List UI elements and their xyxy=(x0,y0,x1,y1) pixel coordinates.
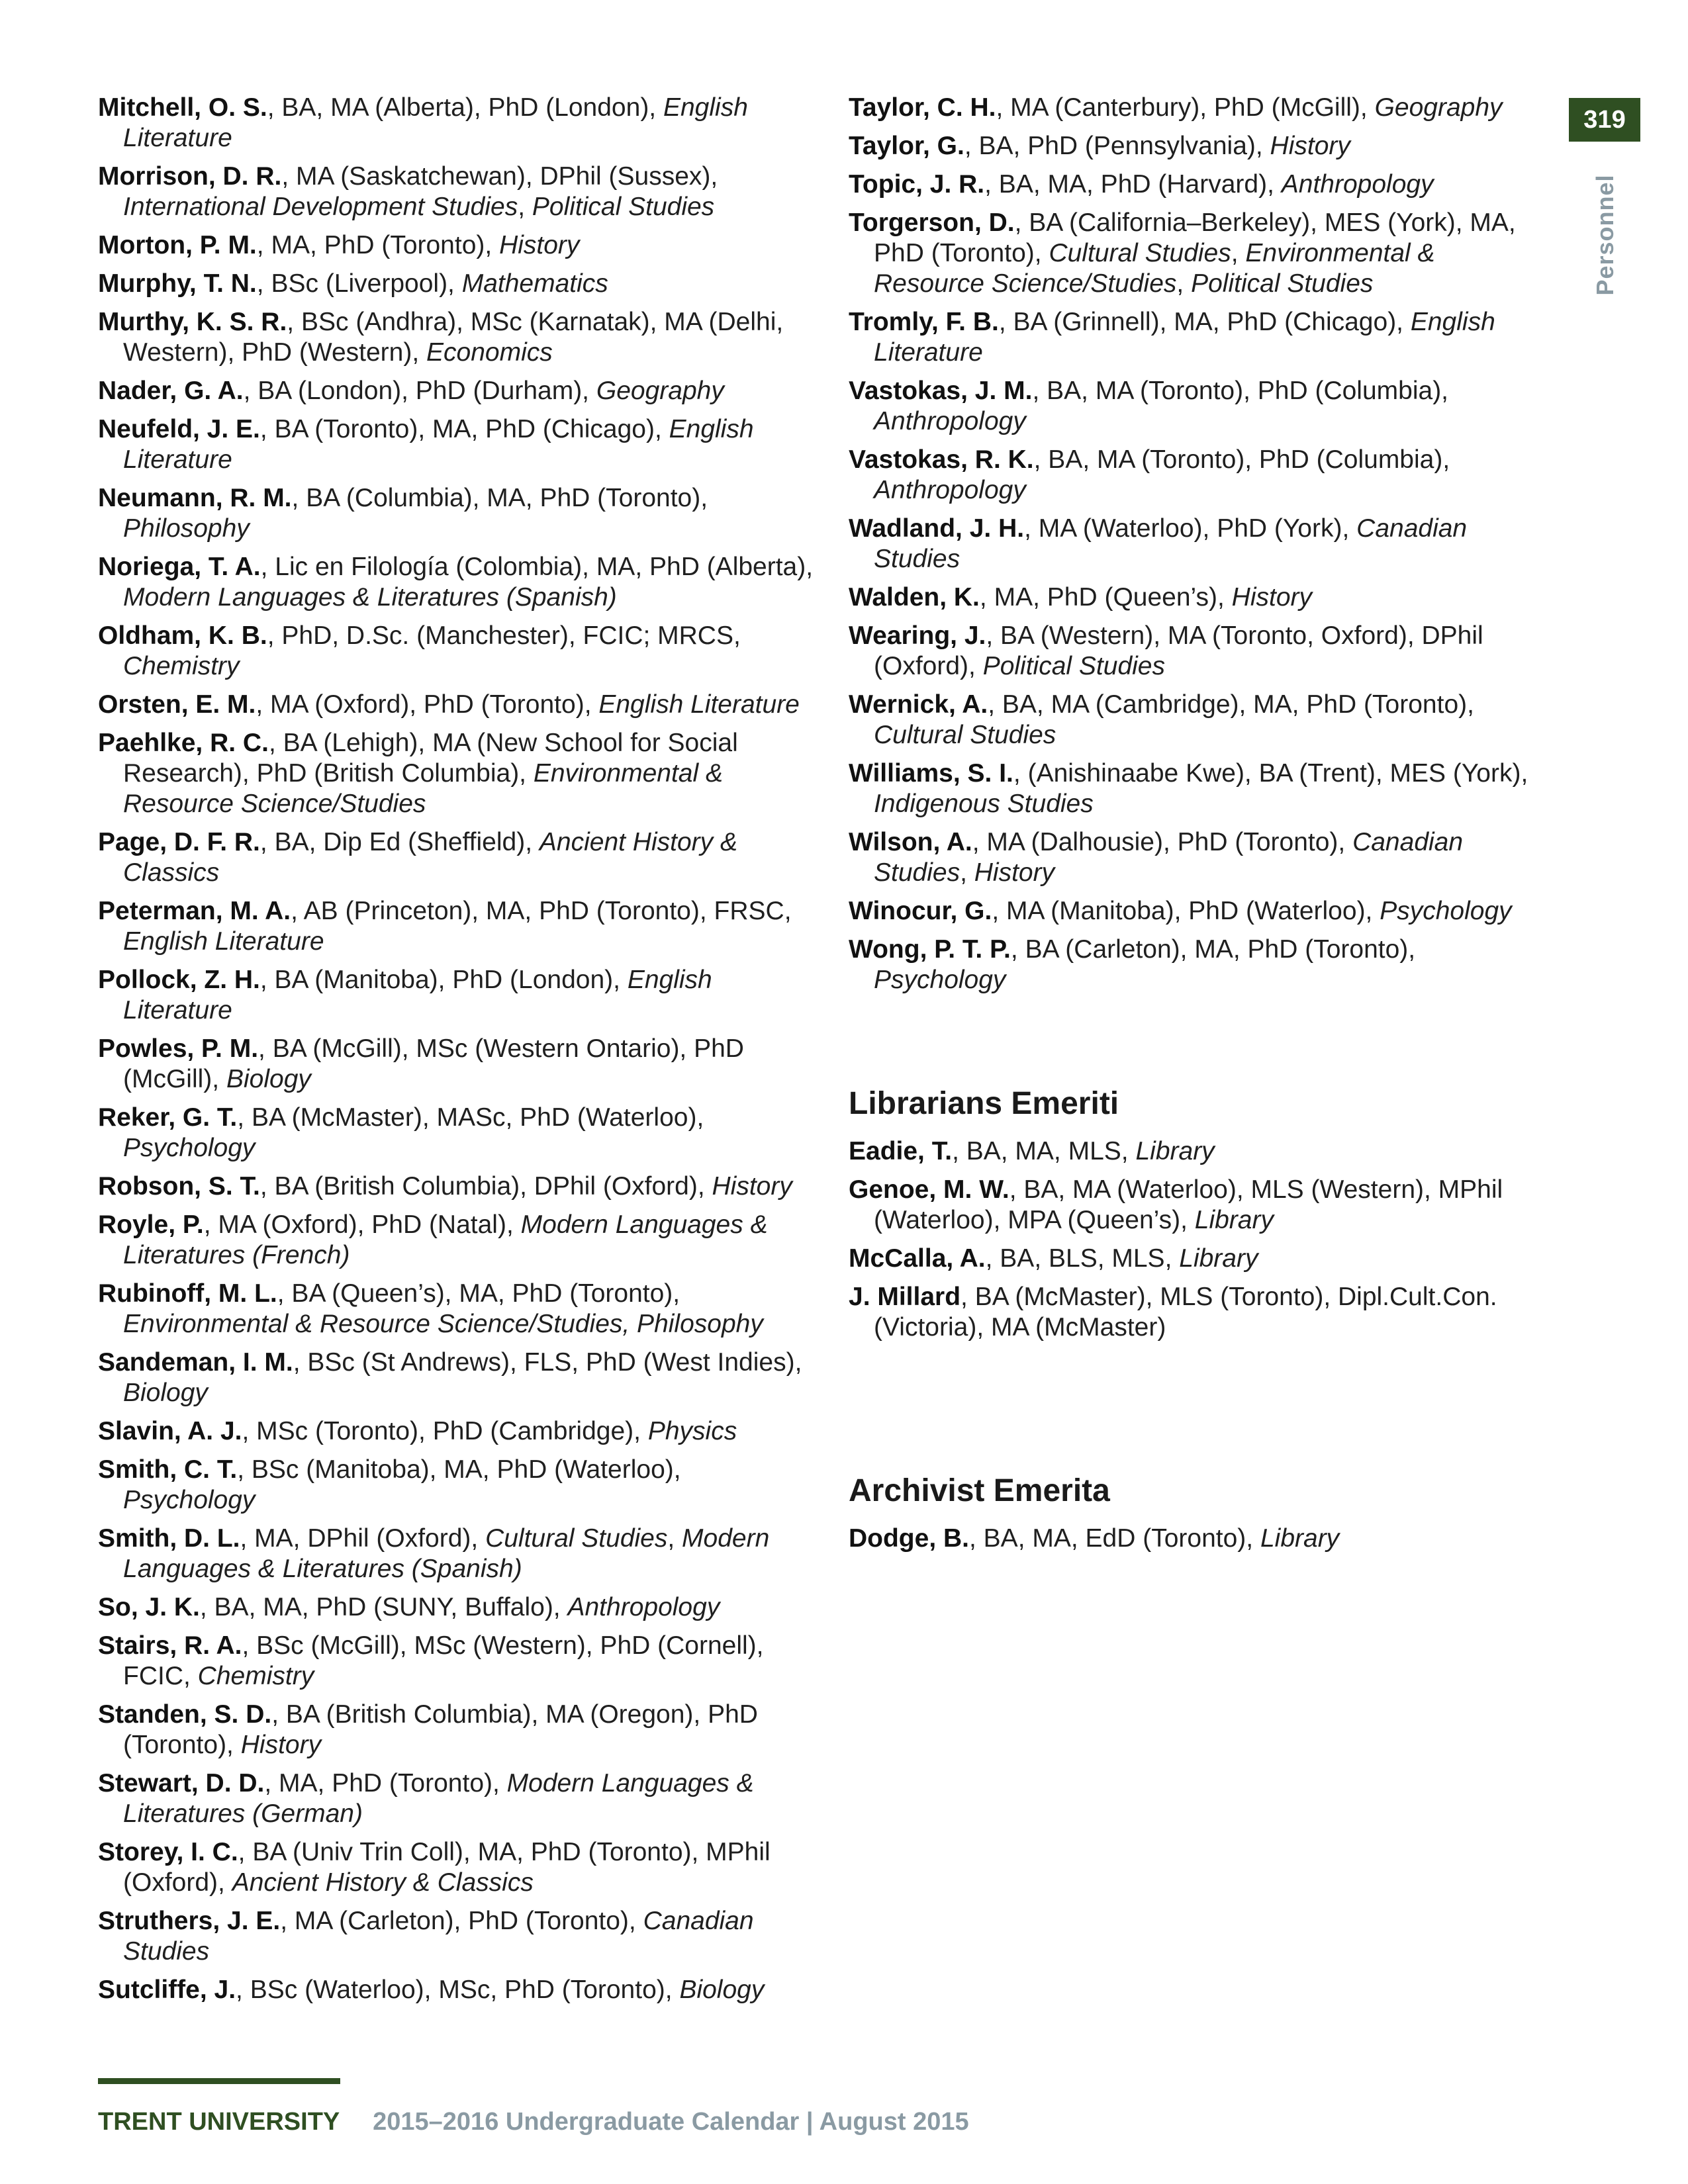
entry-credentials: , BA (Univ Trin Coll), MA, PhD (Toronto), MPhil (Oxford), xyxy=(123,1838,771,1897)
personnel-entry xyxy=(98,621,820,682)
personnel-entry xyxy=(98,827,820,888)
personnel-entry xyxy=(849,1282,1550,1343)
entry-credentials: , xyxy=(667,1524,682,1553)
entry-name: Peterman, M. A. xyxy=(98,897,291,925)
entry-name: Morton, P. M. xyxy=(98,231,257,259)
entry-department: Modern Languages & Literatures (German) xyxy=(123,1769,754,1828)
entry-name: So, J. K. xyxy=(98,1593,200,1621)
personnel-entry xyxy=(98,1279,820,1340)
personnel-entry xyxy=(98,414,820,475)
entry-name: Murthy, K. S. R. xyxy=(98,308,287,336)
footer-calendar: 2015–2016 Undergraduate Calendar | August 2015 xyxy=(373,2108,969,2136)
personnel-entry xyxy=(98,93,820,154)
entry-name: Murphy, T. N. xyxy=(98,269,257,298)
personnel-entry xyxy=(98,161,820,222)
entry-department: Environmental & Resource Science/Studies xyxy=(123,759,723,818)
entry-credentials: , xyxy=(960,858,974,887)
entry-credentials: , BA, MA (Toronto), PhD (Columbia), xyxy=(1033,445,1450,474)
entry-department: Psychology xyxy=(874,966,1006,994)
entry-credentials: , MA (Carleton), PhD (Toronto), xyxy=(280,1907,643,1935)
entry-name: Tromly, F. B. xyxy=(849,308,999,336)
section-title: Archivist Emerita xyxy=(849,1473,1110,1508)
entry-department: Biology xyxy=(226,1065,311,1093)
entry-department: Geography xyxy=(1374,93,1503,122)
entry-department: English Literature xyxy=(123,966,712,1024)
personnel-entry xyxy=(849,827,1550,888)
entry-department: Psychology xyxy=(123,1134,256,1162)
entry-department: International Development Studies xyxy=(123,193,518,221)
personnel-entry xyxy=(849,621,1550,682)
entry-name: Struthers, J. E. xyxy=(98,1907,281,1935)
entry-name: McCalla, A. xyxy=(849,1244,986,1273)
footer xyxy=(98,2108,969,2136)
personnel-entry xyxy=(98,1975,820,2005)
entry-credentials: , BSc (Waterloo), MSc, PhD (Toronto), xyxy=(236,1976,680,2004)
entry-credentials: , MA (Manitoba), PhD (Waterloo), xyxy=(992,897,1380,925)
entry-department: Chemistry xyxy=(197,1662,314,1690)
personnel-entry xyxy=(98,728,820,819)
entry-credentials: , BSc (Liverpool), xyxy=(256,269,462,298)
archivist-list xyxy=(849,1524,1550,1554)
entry-department: History xyxy=(974,858,1055,887)
entry-credentials: , BSc (Andhra), MSc (Karnatak), MA (Delhi, Western), PhD (Western), xyxy=(123,308,784,367)
entry-department: Biology xyxy=(123,1379,208,1407)
personnel-entry xyxy=(849,1136,1550,1167)
personnel-entry xyxy=(849,758,1550,819)
personnel-entry xyxy=(98,230,820,261)
entry-department: Canadian Studies xyxy=(874,514,1468,573)
entry-credentials: , BA (McMaster), MASc, PhD (Waterloo), xyxy=(237,1103,704,1132)
librarians-list xyxy=(849,1136,1550,1343)
entry-department: Psychology xyxy=(123,1486,256,1514)
entry-credentials: , MA, DPhil (Oxford), xyxy=(240,1524,486,1553)
entry-credentials: , xyxy=(1231,239,1246,267)
entry-department: History xyxy=(1270,132,1350,160)
entry-credentials: , MA (Canterbury), PhD (McGill), xyxy=(996,93,1375,122)
personnel-entry xyxy=(849,307,1550,368)
personnel-entry xyxy=(849,934,1550,995)
entry-name: Neumann, R. M. xyxy=(98,484,292,512)
entry-credentials: , BA, BLS, MLS, xyxy=(985,1244,1180,1273)
librarians-emeriti-section xyxy=(849,1085,1550,1351)
entry-credentials: , BA (California–Berkeley), MES (York), MA, PhD (Toronto), xyxy=(874,208,1516,267)
personnel-entry xyxy=(98,1768,820,1829)
entry-name: Oldham, K. B. xyxy=(98,621,267,650)
entry-credentials: , BA (Grinnell), MA, PhD (Chicago), xyxy=(998,308,1411,336)
entry-name: Storey, I. C. xyxy=(98,1838,238,1866)
entry-name: Neufeld, J. E. xyxy=(98,415,260,443)
personnel-entry xyxy=(98,1906,820,1967)
entry-credentials: , PhD, D.Sc. (Manchester), FCIC; MRCS, xyxy=(267,621,741,650)
entry-credentials: , BA (Toronto), MA, PhD (Chicago), xyxy=(259,415,669,443)
personnel-entry xyxy=(849,582,1550,613)
entry-department: Canadian Studies xyxy=(123,1907,754,1966)
entry-name: Paehlke, R. C. xyxy=(98,729,269,757)
entry-name: J. Millard xyxy=(849,1283,961,1311)
entry-credentials: , BA, Dip Ed (Sheffield), xyxy=(259,828,539,856)
entry-department: History xyxy=(240,1731,322,1759)
entry-credentials: , MA, PhD (Toronto), xyxy=(256,231,500,259)
entry-name: Walden, K. xyxy=(849,583,980,612)
entry-name: Smith, C. T. xyxy=(98,1455,238,1484)
personnel-entry xyxy=(98,1837,820,1898)
entry-name: Wearing, J. xyxy=(849,621,986,650)
entry-name: Vastokas, R. K. xyxy=(849,445,1034,474)
entry-name: Wadland, J. H. xyxy=(849,514,1025,543)
entry-name: Wernick, A. xyxy=(849,690,988,719)
entry-credentials: , BA, MA (Cambridge), MA, PhD (Toronto), xyxy=(988,690,1474,719)
entry-name: Pollock, Z. H. xyxy=(98,966,260,994)
entry-department: Economics xyxy=(426,338,553,367)
entry-department: Psychology xyxy=(1380,897,1512,925)
personnel-entry xyxy=(98,690,820,720)
personnel-entry xyxy=(98,1592,820,1623)
entry-credentials: , BA, MA, MLS, xyxy=(952,1137,1136,1165)
entry-credentials: , BSc (McGill), MSc (Western), PhD (Cornell), FCIC, xyxy=(123,1631,764,1690)
footer-university: TRENT UNIVERSITY xyxy=(98,2108,340,2136)
entry-credentials: , BA (Manitoba), PhD (London), xyxy=(259,966,628,994)
entry-department: Philosophy xyxy=(123,514,250,543)
entry-credentials: , Lic en Filología (Colombia), MA, PhD (Alberta), xyxy=(260,553,814,581)
entry-department: Library xyxy=(1135,1137,1215,1165)
entry-credentials: , BA (Columbia), MA, PhD (Toronto), xyxy=(291,484,708,512)
personnel-entry xyxy=(98,269,820,299)
entry-name: Williams, S. I. xyxy=(849,759,1013,788)
personnel-entry xyxy=(849,1175,1550,1236)
entry-credentials: , BA (British Columbia), MA (Oregon), PhD (Toronto), xyxy=(123,1700,758,1759)
entry-name: Vastokas, J. M. xyxy=(849,377,1033,405)
entry-credentials: , BA (McMaster), MLS (Toronto), Dipl.Cult.Con. (Victoria), MA (McMaster) xyxy=(874,1283,1497,1342)
personnel-entry xyxy=(98,896,820,957)
entry-department: Anthropology xyxy=(874,407,1026,435)
entry-name: Dodge, B. xyxy=(849,1524,969,1553)
entry-credentials: , BSc (Manitoba), MA, PhD (Waterloo), xyxy=(237,1455,681,1484)
entry-credentials: , BA (London), PhD (Durham), xyxy=(243,377,596,405)
entry-department: English Literature xyxy=(123,927,324,956)
entry-credentials: , xyxy=(1176,269,1192,298)
entry-name: Smith, D. L. xyxy=(98,1524,240,1553)
entry-department: History xyxy=(712,1172,792,1201)
footer-rule xyxy=(98,2078,340,2084)
entry-department: Political Studies xyxy=(532,193,715,221)
entry-name: Page, D. F. R. xyxy=(98,828,260,856)
entry-department: Environmental & Resource Science/Studies, Philosophy xyxy=(123,1310,763,1338)
entry-department: Environmental & Resource Science/Studies xyxy=(874,239,1435,298)
entry-credentials: , MA (Oxford), PhD (Toronto), xyxy=(256,690,599,719)
entry-name: Rubinoff, M. L. xyxy=(98,1279,277,1308)
entry-name: Reker, G. T. xyxy=(98,1103,238,1132)
personnel-entry xyxy=(98,1347,820,1408)
personnel-entry xyxy=(849,896,1550,927)
entry-department: Library xyxy=(1194,1206,1274,1234)
entry-department: Cultural Studies xyxy=(1049,239,1231,267)
personnel-entry xyxy=(98,1700,820,1760)
entry-credentials: , xyxy=(518,193,532,221)
entry-department: English Literature xyxy=(874,308,1495,367)
entry-department: History xyxy=(499,231,580,259)
entry-department: Indigenous Studies xyxy=(874,790,1094,818)
personnel-entry xyxy=(98,1631,820,1692)
personnel-entry xyxy=(849,514,1550,574)
entry-credentials: , AB (Princeton), MA, PhD (Toronto), FRSC, xyxy=(291,897,792,925)
right-column xyxy=(849,93,1550,1003)
personnel-entry xyxy=(98,1171,820,1202)
entry-department: Political Studies xyxy=(982,652,1165,680)
entry-credentials: , MA, PhD (Queen’s), xyxy=(979,583,1232,612)
entry-credentials: , BA, MA, EdD (Toronto), xyxy=(969,1524,1260,1553)
entry-name: Taylor, G. xyxy=(849,132,964,160)
entry-name: Winocur, G. xyxy=(849,897,992,925)
entry-credentials: , (Anishinaabe Kwe), BA (Trent), MES (York), xyxy=(1013,759,1528,788)
personnel-entry xyxy=(98,1524,820,1584)
entry-department: Ancient History & Classics xyxy=(123,828,737,887)
entry-department: Biology xyxy=(679,1976,765,2004)
entry-credentials: , MSc (Toronto), PhD (Cambridge), xyxy=(242,1417,648,1445)
personnel-entry xyxy=(98,1210,820,1271)
entry-name: Powles, P. M. xyxy=(98,1034,259,1063)
entry-name: Taylor, C. H. xyxy=(849,93,996,122)
entry-credentials: , BA, MA, PhD (SUNY, Buffalo), xyxy=(199,1593,568,1621)
personnel-entry xyxy=(98,965,820,1026)
entry-department: Library xyxy=(1260,1524,1340,1553)
entry-name: Wong, P. T. P. xyxy=(849,935,1011,964)
personnel-entry xyxy=(98,1416,820,1447)
entry-department: Modern Languages & Literatures (Spanish) xyxy=(123,583,617,612)
entry-credentials: , BA, MA (Waterloo), MLS (Western), MPhil (Waterloo), MPA (Queen’s), xyxy=(874,1175,1503,1234)
entry-department: Political Studies xyxy=(1191,269,1374,298)
entry-credentials: , MA (Waterloo), PhD (York), xyxy=(1024,514,1357,543)
entry-name: Wilson, A. xyxy=(849,828,972,856)
entry-department: History xyxy=(1231,583,1312,612)
personnel-entry xyxy=(98,1103,820,1163)
entry-name: Slavin, A. J. xyxy=(98,1417,242,1445)
personnel-entry xyxy=(849,93,1550,123)
entry-name: Eadie, T. xyxy=(849,1137,953,1165)
entry-department: Library xyxy=(1179,1244,1258,1273)
entry-name: Morrison, D. R. xyxy=(98,162,282,191)
entry-name: Mitchell, O. S. xyxy=(98,93,267,122)
entry-name: Royle, P. xyxy=(98,1210,204,1239)
entry-department: Geography xyxy=(596,377,724,405)
entry-department: Chemistry xyxy=(123,652,240,680)
personnel-entry xyxy=(98,483,820,544)
section-side-tab xyxy=(1579,169,1632,301)
personnel-entry xyxy=(98,1455,820,1516)
entry-credentials: , BA (Western), MA (Toronto, Oxford), DPhil (Oxford), xyxy=(874,621,1483,680)
entry-name: Sandeman, I. M. xyxy=(98,1348,293,1377)
entry-department: Anthropology xyxy=(874,476,1026,504)
entry-name: Stewart, D. D. xyxy=(98,1769,265,1797)
personnel-entry xyxy=(849,1524,1550,1554)
personnel-entry xyxy=(98,307,820,368)
entry-department: Cultural Studies xyxy=(485,1524,668,1553)
entry-department: English Literature xyxy=(598,690,800,719)
entry-credentials: , BA, PhD (Pennsylvania), xyxy=(964,132,1270,160)
personnel-entry xyxy=(849,208,1550,299)
entry-credentials: , BA (British Columbia), DPhil (Oxford), xyxy=(259,1172,712,1201)
personnel-entry xyxy=(849,690,1550,751)
entry-credentials: , BA, MA (Toronto), PhD (Columbia), xyxy=(1032,377,1449,405)
entry-credentials: , BA, MA, PhD (Harvard), xyxy=(984,170,1282,199)
entry-name: Genoe, M. W. xyxy=(849,1175,1009,1204)
entry-department: Physics xyxy=(647,1417,737,1445)
archivist-emerita-section xyxy=(849,1473,1550,1562)
entry-department: Modern Languages & Literatures (French) xyxy=(123,1210,768,1269)
personnel-entry xyxy=(98,376,820,406)
entry-department: Anthropology xyxy=(567,1593,720,1621)
personnel-entry xyxy=(849,445,1550,506)
entry-credentials: , BA, MA (Alberta), PhD (London), xyxy=(267,93,663,122)
entry-department: Anthropology xyxy=(1281,170,1434,199)
entry-credentials: , BA (Queen’s), MA, PhD (Toronto), xyxy=(277,1279,680,1308)
entry-department: Ancient History & Classics xyxy=(232,1868,534,1897)
entry-name: Sutcliffe, J. xyxy=(98,1976,236,2004)
entry-department: Modern Languages & Literatures (Spanish) xyxy=(123,1524,770,1583)
entry-department: English Literature xyxy=(123,93,748,152)
entry-credentials: , MA (Saskatchewan), DPhil (Sussex), xyxy=(281,162,718,191)
entry-credentials: , BA (Lehigh), MA (New School for Social Research), PhD (British Columbia), xyxy=(123,729,738,788)
entry-name: Torgerson, D. xyxy=(849,208,1015,237)
entry-name: Topic, J. R. xyxy=(849,170,985,199)
entry-credentials: , BSc (St Andrews), FLS, PhD (West Indies), xyxy=(293,1348,802,1377)
entry-credentials: , MA (Dalhousie), PhD (Toronto), xyxy=(972,828,1353,856)
personnel-entry xyxy=(849,376,1550,437)
entry-name: Orsten, E. M. xyxy=(98,690,256,719)
entry-department: Mathematics xyxy=(461,269,608,298)
personnel-entry xyxy=(98,1034,820,1095)
entry-name: Stairs, R. A. xyxy=(98,1631,242,1660)
entry-name: Noriega, T. A. xyxy=(98,553,261,581)
left-column xyxy=(98,93,820,2013)
personnel-entry xyxy=(849,169,1550,200)
personnel-entry xyxy=(98,552,820,613)
entry-credentials: , MA (Oxford), PhD (Natal), xyxy=(203,1210,521,1239)
entry-name: Nader, G. A. xyxy=(98,377,244,405)
entry-credentials: , MA, PhD (Toronto), xyxy=(264,1769,507,1797)
personnel-entry xyxy=(849,131,1550,161)
entry-name: Standen, S. D. xyxy=(98,1700,272,1729)
entry-department: Cultural Studies xyxy=(874,721,1056,749)
entry-name: Robson, S. T. xyxy=(98,1172,260,1201)
personnel-entry xyxy=(849,1244,1550,1274)
entry-department: English Literature xyxy=(123,415,754,474)
entry-credentials: , BA (Carleton), MA, PhD (Toronto), xyxy=(1010,935,1416,964)
section-side-label: Personnel xyxy=(1591,174,1618,296)
entry-credentials: , BA (McGill), MSc (Western Ontario), PhD (McGill), xyxy=(123,1034,744,1093)
page-number: 319 xyxy=(1569,98,1640,142)
section-title: Librarians Emeriti xyxy=(849,1086,1119,1121)
entry-department: Canadian Studies xyxy=(874,828,1464,887)
